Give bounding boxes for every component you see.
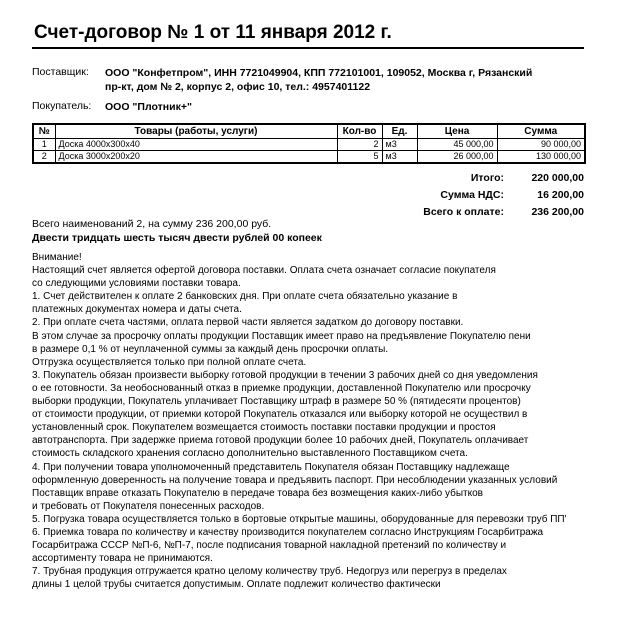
terms-line: установленный срок. Покупателем возмещается стоимость поставки поставки продукции и простоя: [32, 422, 496, 434]
row-goods: Доска 4000x300x40: [55, 139, 337, 151]
row-unit: м3: [382, 151, 417, 164]
terms-line: 1. Счет действителен к оплате 2 банковских дня. При оплате счета обязательно указание в: [32, 291, 458, 303]
buyer-label: Покупатель:: [32, 100, 92, 112]
header-sum: Сумма: [497, 124, 585, 139]
terms-line: Поставщик вправе отказать Покупателю в передаче товара без возмещения каких-либо убытков: [32, 487, 483, 499]
terms-line: Госарбитража СССР №П-6, №П-7, после подписания товарной накладной претензий по количеству и: [32, 540, 507, 552]
terms-line: со следующими условиями поставки товара.: [32, 278, 241, 290]
header-goods: Товары (работы, услуги): [55, 124, 337, 139]
goods-table: [32, 123, 586, 164]
terms-line: Отгрузка осуществляется только при полной оплате счета.: [32, 356, 307, 368]
row-quantity: 2: [337, 139, 382, 151]
supplier-label: Поставщик:: [32, 66, 89, 78]
due-row: [344, 204, 584, 221]
terms-line: 4. При получении товара уполномоченный представитель Покупателя обязан Поставщику надлежаще: [32, 461, 510, 473]
due-label: Всего к оплате:: [423, 206, 504, 218]
terms-line: стоимость складского хранения согласно дополнительно выставленного Поставщиком счета.: [32, 448, 468, 460]
vat-value: 16 200,00: [537, 189, 584, 201]
terms-line: 2. При оплате счета частями, оплата первой части является задатком до договору поставки.: [32, 317, 464, 329]
terms-line: Настоящий счет является офертой договора поставки. Оплата счета означает согласие покупателя: [32, 265, 496, 277]
terms-line: 7. Трубная продукция отгружается кратно целому количеству труб. Недогруз или перегруз в пределах: [32, 566, 507, 578]
total-label: Итого:: [470, 172, 504, 184]
terms-line: выборки продукции, Покупатель уплачивает Поставщику штраф в размере 50 % (пятидесяти процентов): [32, 396, 521, 408]
terms-line: 5. Погрузка товара осуществляется только в бортовые открытые машины, оборудованные для перевозки труб ПП': [32, 513, 567, 525]
vat-label: Сумма НДС:: [440, 189, 504, 201]
row-number: 2: [33, 151, 55, 164]
header-price: Цена: [417, 124, 497, 139]
amount-in-words: Двести тридцать шесть тысяч двести рублей 00 копеек: [32, 232, 322, 244]
supplier-line-1: ООО "Конфетпром", ИНН 7721049904, КПП 772101001, 109052, Москва г, Рязанский: [105, 67, 533, 79]
row-goods: Доска 3000x200x20: [55, 151, 337, 164]
row-sum: 90 000,00: [497, 139, 585, 151]
total-row: [344, 170, 584, 187]
terms-line: в размере 0,1 % от неуплаченной суммы за каждый день просрочки оплаты.: [32, 343, 389, 355]
terms-line: оформленную доверенность на получение товара и предъявить паспорт. При несоблюдении указанных условий: [32, 474, 558, 486]
terms-line: ассортименту товара не принимаются.: [32, 553, 213, 565]
terms-line: 3. Покупатель обязан произвести выборку готовой продукции в течении 3 рабочих дней со дня уведомления: [32, 369, 538, 381]
buyer-value: ООО "Плотник+": [105, 101, 192, 113]
row-number: 1: [33, 139, 55, 151]
terms-line: автотранспорта. При задержке приема готовой продукции более 10 рабочих дней, Покупатель оплачивает: [32, 435, 529, 447]
summary-line: Всего наименований 2, на сумму 236 200,00 руб.: [32, 218, 272, 230]
row-price: 26 000,00: [417, 151, 497, 164]
terms-line: платежных документах номера и даты счета.: [32, 304, 242, 316]
row-sum: 130 000,00: [497, 151, 585, 164]
terms-line: В этом случае за просрочку оплаты продукции Поставщик имеет право на предъявление Покупателю пени: [32, 330, 531, 342]
row-unit: м3: [382, 139, 417, 151]
header-number: №: [33, 124, 55, 139]
terms-line: от стоимости продукции, от приемки которой Покупатель отказался или выборку которой не осуществил в: [32, 409, 528, 421]
totals-block: [344, 170, 584, 221]
due-value: 236 200,00: [531, 206, 584, 218]
header-quantity: Кол-во: [337, 124, 382, 139]
table-header-row: [33, 124, 585, 139]
table-row: [33, 139, 585, 151]
terms-line: Внимание!: [32, 252, 82, 263]
header-unit: Ед.: [382, 124, 417, 139]
row-quantity: 5: [337, 151, 382, 164]
terms-line: длины 1 целой трубы считается допустимым. Оплате подлежит количество фактически: [32, 579, 441, 591]
terms-line: 6. Приемка товара по количеству и качеству производится покупателем согласно Инструкциям Госарбитража: [32, 526, 544, 538]
row-price: 45 000,00: [417, 139, 497, 151]
terms-line: и требовать от Покупателя понесенных расходов.: [32, 500, 265, 512]
terms-line: о ее готовности. За необоснованный отказ в приемке продукции, доставленной Покупателю или просрочку: [32, 382, 531, 394]
vat-row: [344, 187, 584, 204]
document-title: Счет-договор № 1 от 11 января 2012 г.: [34, 22, 392, 43]
title-divider: [32, 47, 584, 49]
terms-section: [32, 251, 612, 591]
total-value: 220 000,00: [531, 172, 584, 184]
supplier-details: [105, 66, 585, 94]
table-row: [33, 151, 585, 164]
supplier-line-2: пр-кт, дом № 2, корпус 2, офис 10, тел.: 4957401122: [105, 81, 371, 93]
